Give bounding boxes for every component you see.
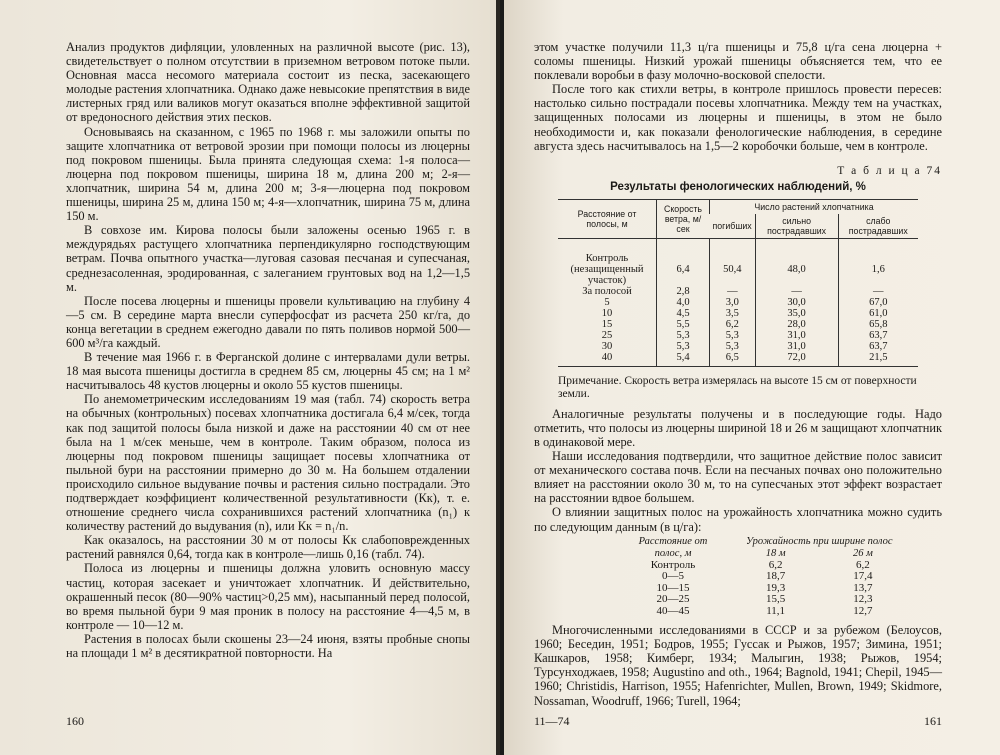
table-cell: 48,0 [755,238,838,286]
table-row [558,341,918,352]
paragraph: Наши исследования подтвердили, что защитное действие полос зависит от механического состава почв. Если на песчаных почвах оно положительно влияет на расстоянии около 30 м, то на супесчаных этот эффект возрастает на расстоянии вдвое большем. [534,449,942,506]
page-number: 161 [924,714,942,728]
table-row [558,286,918,297]
table-header: 26 м [852,547,873,559]
paragraph: В течение мая 1966 г. в Ферганской долине с интервалами дули ветры. 18 мая высота пшеницы достигла в среднем 85 см, люцерны 45 см; на 1 м² насчитывалось 48 кустов люцерны и около 55 кустов пшеницы. [66,350,471,393]
table-cell: 4,5 [657,308,710,319]
table-cell: 15 [601,318,613,330]
table-header: сильно пострадавших [755,214,838,239]
table-cell: 31,0 [755,341,838,352]
table-note: Примечание. Скорость ветра измерялась на высоте 15 см от поверхности земли. [558,374,917,400]
table-cell: 12,3 [853,593,873,606]
table-header: 18 м [765,547,786,559]
table-cell: 1,6 [838,238,918,286]
page-number: 160 [66,714,84,728]
table-cell: 6,4 [657,238,710,286]
table-cell: 28,0 [755,319,838,330]
paragraph: Растения в полосах были скошены 23—24 июня, взяты пробные снопы на площади 1 м² в десятикратной повторности. На [66,631,471,661]
table-cell: 6,2 [768,558,783,571]
table-cell: — [755,286,838,297]
table-row [614,606,907,618]
table-cell: 30 [601,340,613,352]
table-header: Скорость ветра, м/сек [657,199,710,238]
table-cell: 67,0 [838,297,918,308]
table-cell: 5,3 [657,330,710,341]
yield-table [614,536,907,618]
table-cell: 61,0 [838,308,918,319]
paragraph: Аналогичные результаты получены и в последующие годы. Надо отметить, что полосы из люцерны шириной 18 и 26 м защищают хлопчатник в одинаковой мере. [534,406,942,449]
table-cell: 3,0 [710,297,756,308]
table-cell: 19,3 [766,581,786,594]
left-page [0,0,496,755]
paragraph: Многочисленными исследованиями в СССР и за рубежом (Белоусов, 1960; Беседин, 1951; Бодров, 1955; Гуссак и Рыжов, 1957; Зимина, 1951; Кашкаров, 1958; Кимберг, 1934; Малыгин, 1938; Рыжов, 1954; Турсунходжаев, 1958; Augustino and oth., 1964; Bagnold, 1941; Chepil, 1945—1960; Christidis, Harrison, 1955; Hafenrichter, Mullen, Brown, 1949; Skidmore, Nossaman, Woodruff, 1966; Turell, 1964; [534,623,942,708]
paragraph: Анализ продуктов дифляции, уловленных на различной высоте (рис. 13), свидетельствует о полном отсутствии в приземном ветровом потоке пыли. Основная масса несомого материала состоит из песка, засекающего молодые растения хлопчатника. Однако даже невысокие препятствия в виде листерных гряд или валиков могут оказаться вполне эффективной защитой от вредоносного действия этих песков. [66,40,471,125]
table-cell: Контроль (незащищенный участок) [570,252,644,286]
table-cell: 18,7 [766,570,786,583]
table-cell: 35,0 [755,308,838,319]
table-cell: 10 [601,307,613,319]
table-header: слабо пострадавших [838,214,918,239]
table-cell: 5 [604,296,610,308]
table-cell: За полосой [582,285,632,297]
paragraph: Как оказалось, на расстоянии 30 м от полосы Кк слабоповрежденных растений равнялся 0,64, тогда как в контроле—лишь 0,16 (табл. 74). [66,533,471,562]
table-cell: 11,1 [766,604,786,617]
table-row [558,319,918,330]
paragraph: этом участке получили 11,3 ц/га пшеницы и 75,8 ц/га сена люцерна + соломы пшеницы. Низкий урожай пшеницы объясняется тем, что ее поклевали воробьи в фазу молочно-восковой спелости. [534,40,942,83]
table-cell: 6,5 [710,352,756,367]
table-header: Число растений хлопчатника [710,199,919,214]
paragraph: Полоса из люцерны и пшеницы должна уловить основную массу частиц, которая засекает и уничтожает хлопчатник. И действительно, окрашенный песок (80—90% частиц>0,25 мм), насыпанный перед полосой, во время пыльной бури 9 мая проник в полосу на расстояние 4—4,5 м, в контроле — 10—12 м. [66,561,471,632]
table-cell: 5,5 [657,319,710,330]
table-cell: — [838,286,918,297]
paragraph: После того как стихли ветры, в контроле пришлось провести пересев: настолько сильно пострадали посевы хлопчатника. Между тем на участках, защищенных полосами из люцерны и пшеницы, в этом не было необходимости и, как показали фенологические наблюдения, в середине августа здесь насчитывалось на 1,5—2 коробочки больше, чем в контроле. [534,82,942,153]
table-row [614,594,907,606]
table-cell: 63,7 [838,330,918,341]
table-cell: 63,7 [838,341,918,352]
table-cell: 50,4 [710,238,756,286]
table-header: погибших [710,214,756,239]
table-cell: — [710,286,756,297]
table-header: Урожайность при ширине полос [746,535,893,547]
table-header: Расстояние от полос, м [638,535,708,559]
paragraph: После посева люцерны и пшеницы провели культивацию на глубину 4—5 см. В середине марта внесли суперфосфат из расчета 250 кг/га, до конца вегетации в среднем ежегодно давали по пять поливов нормой 500—600 м³/га каждый. [66,293,471,350]
table-cell: 10—15 [656,581,690,594]
table-cell: 65,8 [838,319,918,330]
table-cell: 5,3 [710,330,756,341]
table-title: Результаты фенологических наблюдений, % [610,180,866,193]
table-row [614,571,907,583]
table-cell: 30,0 [755,297,838,308]
printer-signature: 11—74 [534,714,570,728]
table-cell: 72,0 [755,352,838,367]
paragraph: В совхозе им. Кирова полосы были заложены осенью 1965 г. в междурядьях растущего хлопчатника перпендикулярно господствующим ветрам. Почва опытного участка—луговая сазовая песчаная и супесчаная, среднезасоленная, эродированная, с залеганием грунтовых вод на 1,2—1,5 м. [66,223,471,294]
table-cell: 6,2 [710,319,756,330]
table-cell: 40 [558,352,657,367]
table-cell: 40—45 [656,604,690,617]
table-cell: 5,4 [657,352,710,367]
table-cell: 6,2 [856,558,870,571]
table-cell: 2,8 [657,286,710,297]
table-cell: Контроль [650,558,696,571]
paragraph: По анемометрическим исследованиям 19 мая (табл. 74) скорость ветра на обычных (контрольных) посевах хлопчатника достигала 6,4 м/сек, тогда как под защитой полосы была низкой и даже на расстоянии 40 см от нее была на 1 м/сек меньше, чем в контроле. Таким образом, полоса из люцерны под покровом пшеницы защищает посевы хлопчатника от пыльной бури на расстоянии примерно до 30 м. На большем отдалении происходило сильное выдувание почвы и растения сильно пострадали. Это подтверждает коэффициент количественной результативности (Кк), т. е. отношение среднего числа сохранившихся растений хлопчатника (n₁) к количеству растений до выдувания (n), или Кк = n₁/n. [66,392,471,534]
table-cell: 17,4 [853,570,873,583]
phenology-table [558,199,918,367]
table-cell: 21,5 [838,352,918,367]
table-cell: 3,5 [710,308,756,319]
table-cell: 25 [601,329,613,341]
table-caption: Т а б л и ц а 74 [837,164,942,177]
table-cell: 0—5 [662,570,684,583]
table-cell: 31,0 [755,330,838,341]
right-page [504,0,1000,755]
table-row [558,308,918,319]
table-row [558,330,918,341]
table-cell: 20—25 [656,593,690,606]
table-cell: 5,3 [657,341,710,352]
table-cell: 15,5 [766,593,786,606]
table-header: Расстояние от полосы, м [558,199,657,238]
paragraph: Основываясь на сказанном, с 1965 по 1968 г. мы заложили опыты по защите хлопчатника от ветровой эрозии при помощи полосы из люцерны под покровом пшеницы. Была принята следующая схема: 1-я полоса—люцерна под покровом пшеницы, ширина 18 м, длина 200 м; 2-я—хлопчатник, ширина 54 м, длина 200 м; 3-я—люцерна под покровом пшеницы, ширина 25 м, длина 150 м; 4-я—хлопчатник, ширина 75 м, длина 150 м. [66,124,471,224]
table-cell: 5,3 [710,341,756,352]
table-cell: 13,7 [853,581,873,594]
paragraph: О влиянии защитных полос на урожайность хлопчатника можно судить по следующим данным (в ц/га): [534,505,942,534]
table-row [558,352,918,367]
book-gutter [496,0,500,755]
table-cell: 4,0 [657,297,710,308]
table-cell: 12,7 [853,604,873,617]
table-row [558,297,918,308]
table-row [558,238,918,286]
